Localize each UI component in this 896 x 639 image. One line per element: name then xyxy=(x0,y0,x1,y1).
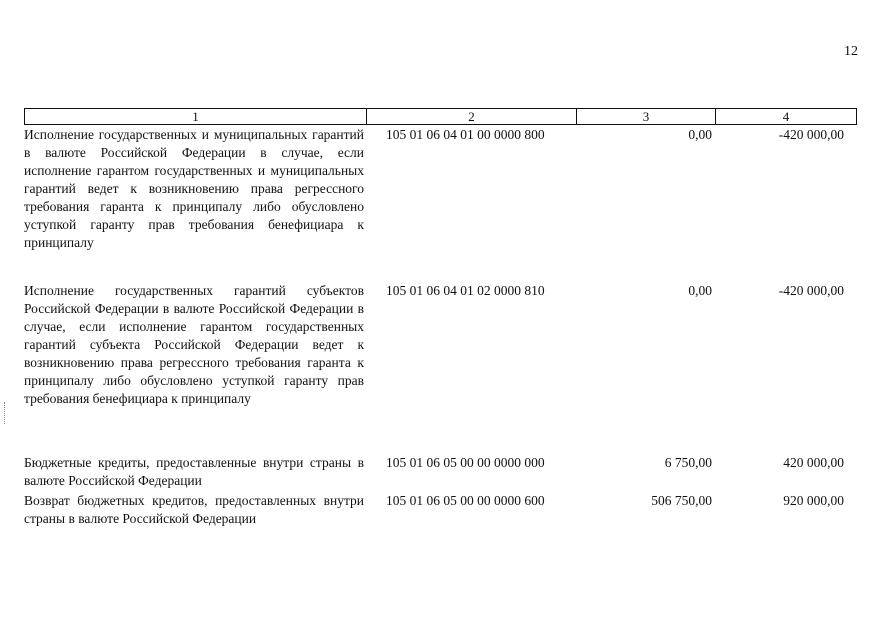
table-row xyxy=(24,454,856,492)
row-value-col4: -420 000,00 xyxy=(778,127,844,142)
row-code: 105 01 06 05 00 00 0000 600 xyxy=(386,493,545,508)
row-name: Бюджетные кредиты, предоставленные внутри страны в валюте Российской Федерации xyxy=(24,455,364,488)
column-header-table xyxy=(24,108,857,125)
row-name: Исполнение государственных и муниципальных гарантий в валюте Российской Федерации в случае, если исполнение гарантом государственных и муниципальных гарантий ведет к возникновению права регрессного требования гаранта к принципалу либо обусловлено уступкой гаранту прав требования бенефициара к принципалу xyxy=(24,127,364,250)
table-row xyxy=(24,282,856,454)
table-row xyxy=(24,126,856,282)
row-name: Исполнение государственных гарантий субъектов Российской Федерации в валюте Российской Федерации в случае, если исполнение гарантом государственных гарантий субъекта Российской Федерации ведет к возникновению права регрессного требования гаранта к принципалу либо обусловлено уступкой гаранту прав требования бенефициара к принципалу xyxy=(24,283,364,406)
row-value-col4: 420 000,00 xyxy=(783,455,844,470)
column-header-3: 3 xyxy=(577,109,716,125)
row-code: 105 01 06 04 01 00 0000 800 xyxy=(386,127,545,142)
column-header-2: 2 xyxy=(367,109,577,125)
row-value-col3: 6 750,00 xyxy=(664,455,712,470)
row-value-col4: 920 000,00 xyxy=(783,493,844,508)
column-header-1: 1 xyxy=(25,109,367,125)
scan-margin-mark xyxy=(4,402,7,424)
column-header-row xyxy=(25,109,857,125)
row-name: Возврат бюджетных кредитов, предоставленных внутри страны в валюте Российской Федерации xyxy=(24,493,364,526)
table-body xyxy=(24,126,856,532)
row-value-col3: 0,00 xyxy=(688,127,712,142)
row-value-col3: 0,00 xyxy=(688,283,712,298)
page-number: 12 xyxy=(844,44,858,59)
row-code: 105 01 06 04 01 02 0000 810 xyxy=(386,283,545,298)
row-value-col3: 506 750,00 xyxy=(651,493,712,508)
row-value-col4: -420 000,00 xyxy=(778,283,844,298)
table-row xyxy=(24,492,856,532)
row-code: 105 01 06 05 00 00 0000 000 xyxy=(386,455,545,470)
column-header-4: 4 xyxy=(716,109,857,125)
